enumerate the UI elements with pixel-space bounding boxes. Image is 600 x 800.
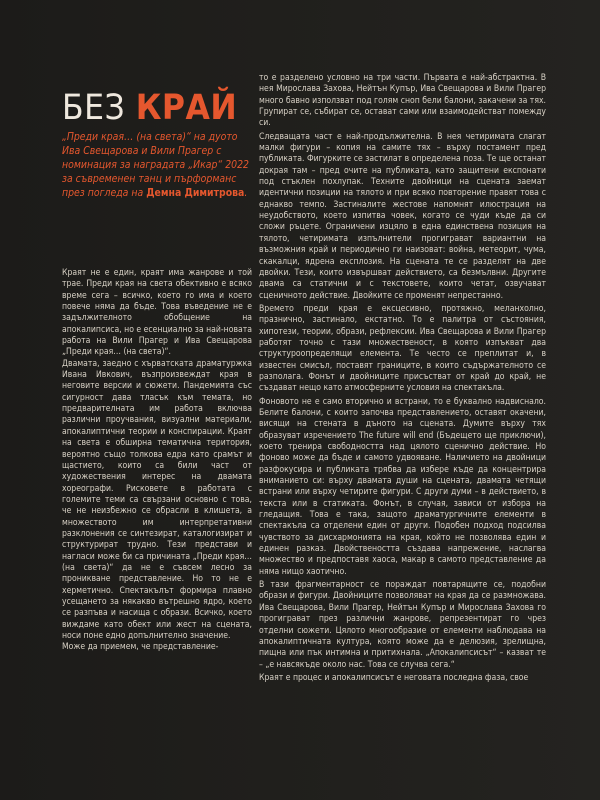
lead-text: „Преди края… (на света)“ на дуото Ива Свещарова и Вили Прагер с номинация за наградата „Икар“ 2022 за съвременен танц и пърформанс през погледа на	[62, 131, 249, 199]
left-column	[62, 268, 252, 654]
right-paragraph-5: В тази фрагментарност се пораждат повтарящите се, подобни образи и фигури. Двойниците позволяват на края да се размножава. Ива Свещарова, Вили Прагер, Нейтън Купър и Мирослава Захова го прогиграват през различни жанрове, репрезентират го чрез отделни сюжети. Цялото многообразие от елементи наблюдава на апокалиптичната култура, която може да е делюзия, зрелищна, пищна или пък интимна и притихнала. „Апокалипсисът“ – казват те – „е навсякъде около нас. Това се случва сега.“	[259, 580, 546, 670]
left-paragraph-1: Краят не е един, краят има жанрове и той трае. Преди края на света обективно е всяко време сега – всичко, което го има и което повече няма да бъде. Това въведение не е задължителното обобщение на апокалипсиса, но е есенциално за най-новата работа на Вили Прагер и Ива Свещарова „Преди края… (на света)“.	[62, 268, 252, 358]
right-paragraph-6: Краят е процес и апокалипсисът е неговата последна фаза, свое	[259, 672, 529, 683]
right-paragraph-3: Времето преди края е ексцесивно, протяжно, меланхолно, празнично, застинало, екстатно. То е палитра от състояния, хипотези, теории, образи, рефлексии. Ива Свещарова и Вили Прагер работят точно с тази множественост, в която изпъкват два структуроопределящи елемента. Те често се преплитат и, в известен смисъл, поставят границите, в които съдържателното се разполага. Фонът и двойниците присъстват от край до край, не създават нещо като атмосферните условия на спектакъла.	[259, 303, 546, 394]
lead-author: Демна Димитрова	[146, 186, 245, 199]
right-paragraph-2: Следващата част е най-продължителна. В нея четиримата слагат малки фигури – копия на самите тях – върху постамент пред публиката. Фигурките се застилат в определена поза. Те ще останат докрая там – пред очите на публиката, като защитени експонати под стъклен похлупак. Техните двойници на сцената заемат идентични позиции на тялото и при всяко повторение правят това с еднакво темпо. Застиналите жестове напомнят илюстрация на неудобството, което изпитва човек, когато се чуди къде да си сложи ръцете. Ограничени изцяло в една единствена позиция на тялото, четиримата изпълнители прогиграват вариантни на възможния край и периодично ги наизоват: война, метеорит, чума, скакалци, ядрена експлозия. На сцената те се разделят на две двойки. Тези, които извършват действието, са безмълвни. Другите двама са статични и с текстовете, които четат, озвучават сценичното действие. Двойките се променят непрестанно.	[259, 131, 546, 301]
left-paragraph-2: Двамата, заедно с хърватската драматуржка Ивана Ивкович, възпроизвеждат края в неговите версии и сюжети. Пандемията със сигурност дава тласък към темата, но предварителната им работа включва различни проучвания, визуални материали, апокалиптични теории и конспирации. Краят на света е обширна тематична територия, вероятно също толкова едра като срамът и щастието, които са били част от художествения интерес на двамата хореографи. Рисковете в работата с големите теми са свързани основно с това, че не неизбежно се обрасли в клишета, а множеството им интерпретативни разклонения се синтезират, каталогизират и структурират трудно. Тези представи и нагласи може би са причината „Преди края… (на света)“ да не е съвсем лесно за проникване представление. Но то не е херметично. Спектакълът формира плавно усещането за някакво вътрешно ядро, което се разпъва и насища с образи. Всичко, което виждаме като обект или жест на сцената, носи поне едно допълнително значение.	[62, 358, 252, 641]
right-column	[259, 73, 546, 684]
right-paragraph-1: то е разделено условно на три части. Първата е най-абстрактна. В нея Мирослава Захова, Нейтън Купър, Ива Свещарова и Вили Прагер много бавно използват под голям сноп бели балони, закачени за тях. Групират се, събират се, остават сами или взаимодействат помежду си.	[259, 73, 546, 129]
title-light: БЕЗ	[62, 88, 126, 128]
lead-end: .	[244, 186, 248, 199]
right-paragraph-4: Фоновото не е само вторично и встрани, то е буквално надвиснало. Белите балони, с които започва представлението, оставят окачени, висящи на стената в дъното на сцената. Думите върху тях образуват изречението The future will end (Бъдещето ще приключи), което тренира свободността над цялото сценично действие. Но фоново може да бъде и самото удвояване. Наличието на двойници разфокусира и публиката трябва да избере къде да концентрира вниманието си: върху двамата души на сцената, двамата четящи встрани или върху четирите фигури. С други думи – в действието, в текста или в статиката. Фонът, в случая, зависи от избора на гледащия. Това е така, защото драматургичните елементи в спектакъла са отделени един от други. Подобен подход подсилва чувството за дисхармонията на края, който не позволява един и единен разказ. Двойствеността създава напрежение, наслагва множество и предпоставя хаоса, макар в самото представление да няма нищо хаотично.	[259, 396, 546, 577]
article-title	[62, 88, 237, 128]
left-paragraph-3: Може да приемем, че представление-	[62, 642, 219, 653]
title-accent: КРАЙ	[135, 88, 238, 128]
article-lead	[62, 131, 254, 201]
